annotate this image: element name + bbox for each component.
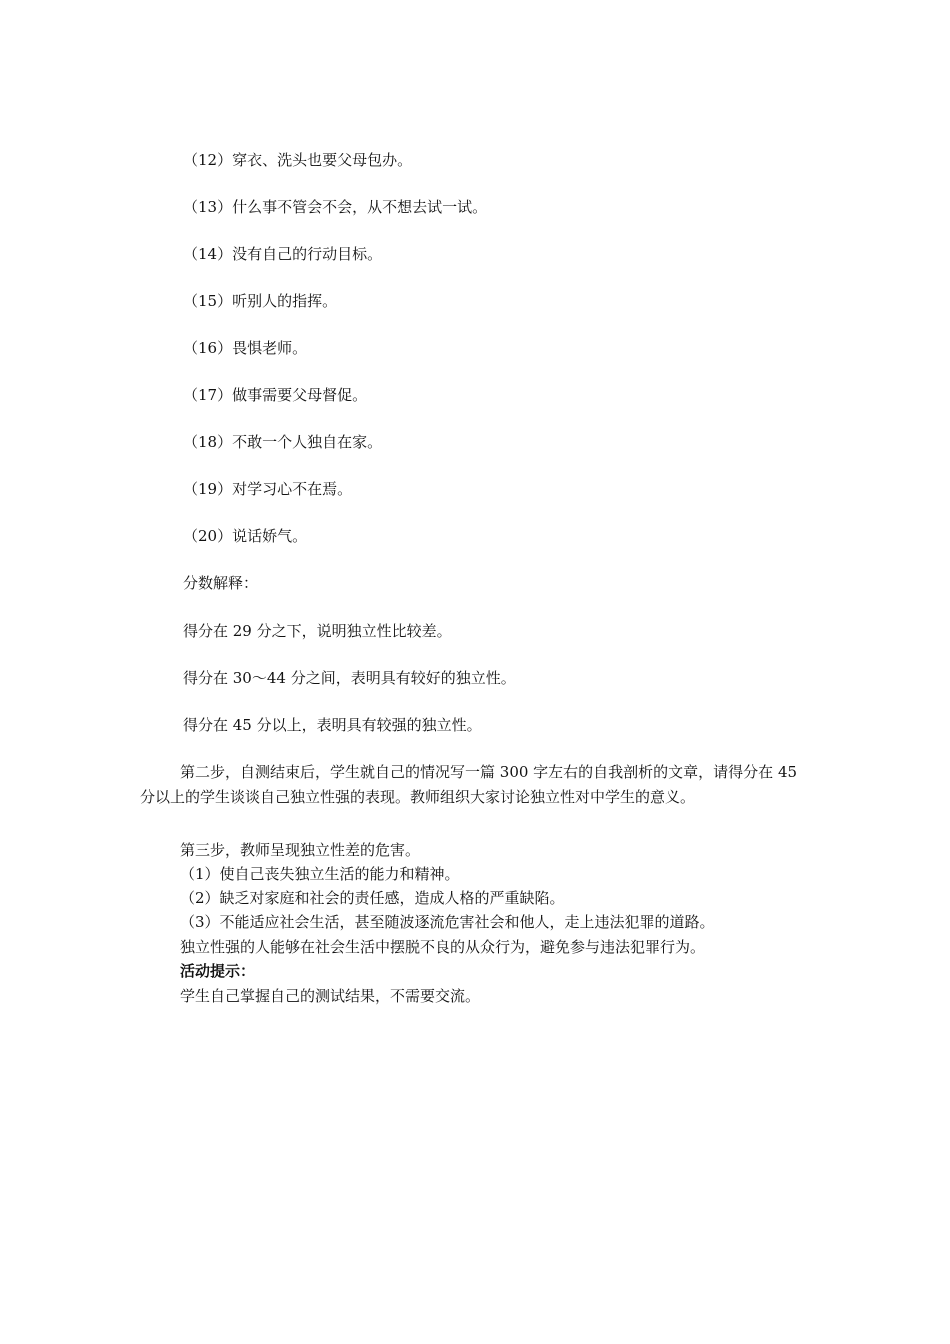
step-three-item-1: （1）使自己丧失独立生活的能力和精神。 (180, 865, 460, 883)
step-two-paragraph: 第二步，自测结束后，学生就自己的情况写一篇 300 字左右的自我剖析的文章，请得分在 45 分以上的学生谈谈自己独立性强的表现。教师组织大家讨论独立性对中学生的意义。 (140, 763, 798, 806)
score-level-high: 得分在 45 分以上，表明具有较强的独立性。 (183, 716, 482, 734)
checklist-item-15: （15）听别人的指挥。 (183, 292, 338, 310)
step-three-conclusion: 独立性强的人能够在社会生活中摆脱不良的从众行为，避免参与违法犯罪行为。 (180, 938, 706, 956)
step-three-heading: 第三步，教师呈现独立性差的危害。 (180, 841, 421, 859)
activity-tip-text: 学生自己掌握自己的测试结果，不需要交流。 (180, 987, 481, 1005)
checklist-item-14: （14）没有自己的行动目标。 (183, 245, 383, 263)
score-heading: 分数解释： (183, 574, 259, 592)
checklist-item-19: （19）对学习心不在焉。 (183, 480, 353, 498)
score-level-mid: 得分在 30～44 分之间，表明具有较好的独立性。 (183, 669, 516, 687)
step-three-item-3: （3）不能适应社会生活，甚至随波逐流危害社会和他人，走上违法犯罪的道路。 (180, 913, 715, 931)
checklist-item-13: （13）什么事不管会不会，从不想去试一试。 (183, 198, 488, 216)
checklist-item-18: （18）不敢一个人独自在家。 (183, 433, 383, 451)
checklist-item-16: （16）畏惧老师。 (183, 339, 308, 357)
checklist-item-12: （12）穿衣、洗头也要父母包办。 (183, 151, 413, 169)
activity-tip-heading: 活动提示： (180, 962, 256, 980)
score-level-low: 得分在 29 分之下，说明独立性比较差。 (183, 622, 452, 640)
checklist-item-20: （20）说话娇气。 (183, 527, 308, 545)
step-three-item-2: （2）缺乏对家庭和社会的责任感，造成人格的严重缺陷。 (180, 889, 565, 907)
checklist-item-17: （17）做事需要父母督促。 (183, 386, 368, 404)
